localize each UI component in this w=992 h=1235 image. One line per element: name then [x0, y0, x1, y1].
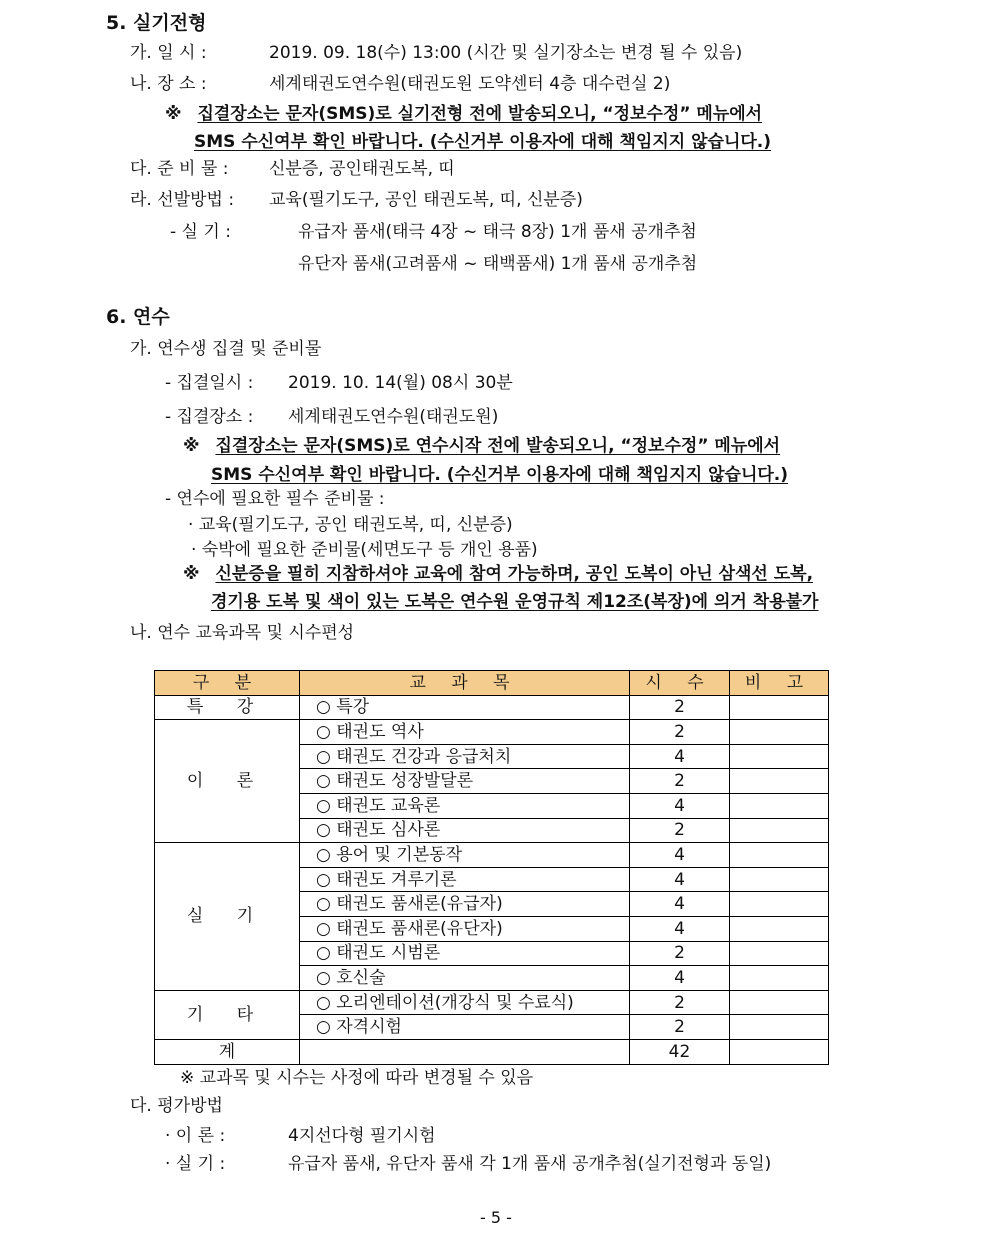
section-5-title: 5. 실기전형	[106, 12, 207, 34]
s6-gather-date-value: 2019. 10. 14(월) 08시 30분	[288, 373, 513, 393]
table-row	[155, 990, 829, 1015]
hours-cell: 4	[630, 966, 730, 991]
s5-note-line-1	[165, 103, 762, 125]
s6-note-mark: ※	[183, 436, 200, 456]
s6-eval-theory-value: 4지선다형 필기시험	[288, 1126, 436, 1146]
hours-cell: 4	[630, 793, 730, 818]
subject-cell: ○ 태권도 건강과 응급처치	[300, 744, 630, 769]
remarks-cell	[730, 941, 829, 966]
subject-cell: ○ 태권도 역사	[300, 720, 630, 745]
hours-cell: 4	[630, 867, 730, 892]
total-subject-cell	[300, 1039, 630, 1064]
s6-required-items: - 연수에 필요한 필수 준비물 :	[165, 489, 385, 509]
subject-cell: ○ 태권도 심사론	[300, 818, 630, 843]
subject-cell: ○ 호신술	[300, 966, 630, 991]
hours-cell: 2	[630, 769, 730, 794]
s6-eval-practice	[165, 1153, 772, 1175]
section-6-title: 6. 연수	[106, 306, 170, 328]
s5-item-da	[130, 158, 455, 180]
s5-note-mark: ※	[165, 104, 182, 124]
s6-gather-place-value: 세계태권도연수원(태권도원)	[288, 407, 499, 427]
s5-item-ra	[130, 189, 583, 211]
table-row	[155, 695, 829, 720]
remarks-cell	[730, 916, 829, 941]
s6-bullet-2: · 숙박에 필요한 준비물(세면도구 등 개인 용품)	[191, 540, 538, 560]
subject-cell: ○ 태권도 성장발달론	[300, 769, 630, 794]
s5-silgi-label: - 실 기 :	[170, 222, 231, 242]
page-number: - 5 -	[480, 1208, 512, 1227]
s5-ga-value: 2019. 09. 18(수) 13:00 (시간 및 실기장소는 변경 될 수 있음)	[269, 43, 743, 63]
s6-note-text-1: 집결장소는 문자(SMS)로 연수시작 전에 발송되오니, “정보수정” 메뉴에서	[215, 436, 781, 456]
remarks-cell	[730, 990, 829, 1015]
hours-cell: 4	[630, 843, 730, 868]
s6-item-ga: 가. 연수생 집결 및 준비물	[130, 339, 322, 359]
remarks-cell	[730, 966, 829, 991]
s5-na-value: 세계태권도연수원(태권도원 도약센터 4층 대수련실 2)	[269, 74, 671, 94]
hours-cell: 2	[630, 695, 730, 720]
category-cell: 실 기	[155, 843, 300, 991]
category-cell: 기 타	[155, 990, 300, 1039]
hours-cell: 4	[630, 916, 730, 941]
subject-cell: ○ 태권도 겨루기론	[300, 867, 630, 892]
s5-na-label: 나. 장 소 :	[130, 74, 207, 94]
s6-item-na: 나. 연수 교육과목 및 시수편성	[130, 623, 355, 643]
s6-gather-date	[165, 372, 513, 394]
total-remarks-cell	[730, 1039, 829, 1064]
remarks-cell	[730, 744, 829, 769]
hours-cell: 2	[630, 990, 730, 1015]
category-cell: 이 론	[155, 720, 300, 843]
subject-cell: ○ 용어 및 기본동작	[300, 843, 630, 868]
col-header-hours: 시 수	[630, 671, 730, 696]
s5-ra-label: 라. 선발방법 :	[130, 190, 235, 210]
s5-ga-label: 가. 일 시 :	[130, 43, 207, 63]
total-row	[155, 1039, 829, 1064]
s6-warning-line-1	[183, 563, 813, 585]
total-hours: 42	[630, 1039, 730, 1064]
s6-bullet-1: · 교육(필기도구, 공인 태권도복, 띠, 신분증)	[188, 515, 513, 535]
remarks-cell	[730, 793, 829, 818]
s6-note-line-2: SMS 수신여부 확인 바랍니다. (수신거부 이용자에 대해 책임지지 않습니다.)	[211, 465, 789, 485]
s5-note-line-2: SMS 수신여부 확인 바랍니다. (수신거부 이용자에 대해 책임지지 않습니다.)	[194, 132, 772, 152]
remarks-cell	[730, 695, 829, 720]
subject-cell: ○ 오리엔테이션(개강식 및 수료식)	[300, 990, 630, 1015]
remarks-cell	[730, 720, 829, 745]
s6-eval-theory	[165, 1125, 436, 1147]
curriculum-table	[154, 670, 829, 1065]
s5-item-na	[130, 73, 671, 95]
remarks-cell	[730, 818, 829, 843]
total-label: 계	[155, 1039, 300, 1064]
s5-silgi-value-2: 유단자 품새(고려품새 ~ 태백품새) 1개 품새 공개추첨	[298, 254, 698, 274]
s6-warning-line-2: 경기용 도복 및 색이 있는 도복은 연수원 운영규칙 제12조(복장)에 의거 착용불가	[211, 592, 819, 612]
remarks-cell	[730, 867, 829, 892]
subject-cell: ○ 태권도 품새론(유급자)	[300, 892, 630, 917]
category-cell: 특 강	[155, 695, 300, 720]
col-header-subject: 교 과 목	[300, 671, 630, 696]
s6-eval-theory-label: · 이 론 :	[165, 1126, 226, 1146]
hours-cell: 2	[630, 941, 730, 966]
s6-note-line-1	[183, 435, 780, 457]
remarks-cell	[730, 1015, 829, 1040]
s6-warning-text-1: 신분증을 필히 지참하셔야 교육에 참여 가능하며, 공인 도복이 아닌 삼색선 도복,	[215, 564, 814, 584]
s6-gather-date-label: - 집결일시 :	[165, 373, 254, 393]
remarks-cell	[730, 843, 829, 868]
subject-cell: ○ 태권도 교육론	[300, 793, 630, 818]
subject-cell: ○ 자격시험	[300, 1015, 630, 1040]
table-row	[155, 720, 829, 745]
remarks-cell	[730, 769, 829, 794]
table-row	[155, 843, 829, 868]
hours-cell: 2	[630, 1015, 730, 1040]
s5-da-value: 신분증, 공인태권도복, 띠	[269, 159, 455, 179]
curriculum-table-body	[155, 695, 829, 1064]
hours-cell: 2	[630, 720, 730, 745]
hours-cell: 4	[630, 744, 730, 769]
s6-eval-practice-value: 유급자 품새, 유단자 품새 각 1개 품새 공개추첨(실기전형과 동일)	[288, 1154, 772, 1174]
subject-cell: ○ 태권도 시범론	[300, 941, 630, 966]
hours-cell: 4	[630, 892, 730, 917]
subject-cell: ○ 특강	[300, 695, 630, 720]
hours-cell: 2	[630, 818, 730, 843]
table-note: ※ 교과목 및 시수는 사정에 따라 변경될 수 있음	[180, 1068, 534, 1088]
subject-cell: ○ 태권도 품새론(유단자)	[300, 916, 630, 941]
s5-item-ga	[130, 42, 743, 64]
curriculum-table-header	[155, 671, 829, 696]
col-header-category: 구 분	[155, 671, 300, 696]
s5-item-silgi	[170, 221, 697, 243]
s5-note-text-1: 집결장소는 문자(SMS)로 실기전형 전에 발송되오니, “정보수정” 메뉴에서	[197, 104, 763, 124]
s6-eval-practice-label: · 실 기 :	[165, 1154, 226, 1174]
s5-silgi-value-1: 유급자 품새(태극 4장 ~ 태극 8장) 1개 품새 공개추첨	[298, 222, 697, 242]
s6-item-da: 다. 평가방법	[130, 1096, 223, 1116]
s6-warning-mark: ※	[183, 564, 200, 584]
s5-ra-value: 교육(필기도구, 공인 태권도복, 띠, 신분증)	[269, 190, 583, 210]
s6-gather-place	[165, 406, 499, 428]
s5-da-label: 다. 준 비 물 :	[130, 159, 229, 179]
remarks-cell	[730, 892, 829, 917]
s6-gather-place-label: - 집결장소 :	[165, 407, 254, 427]
col-header-remarks: 비 고	[730, 671, 829, 696]
